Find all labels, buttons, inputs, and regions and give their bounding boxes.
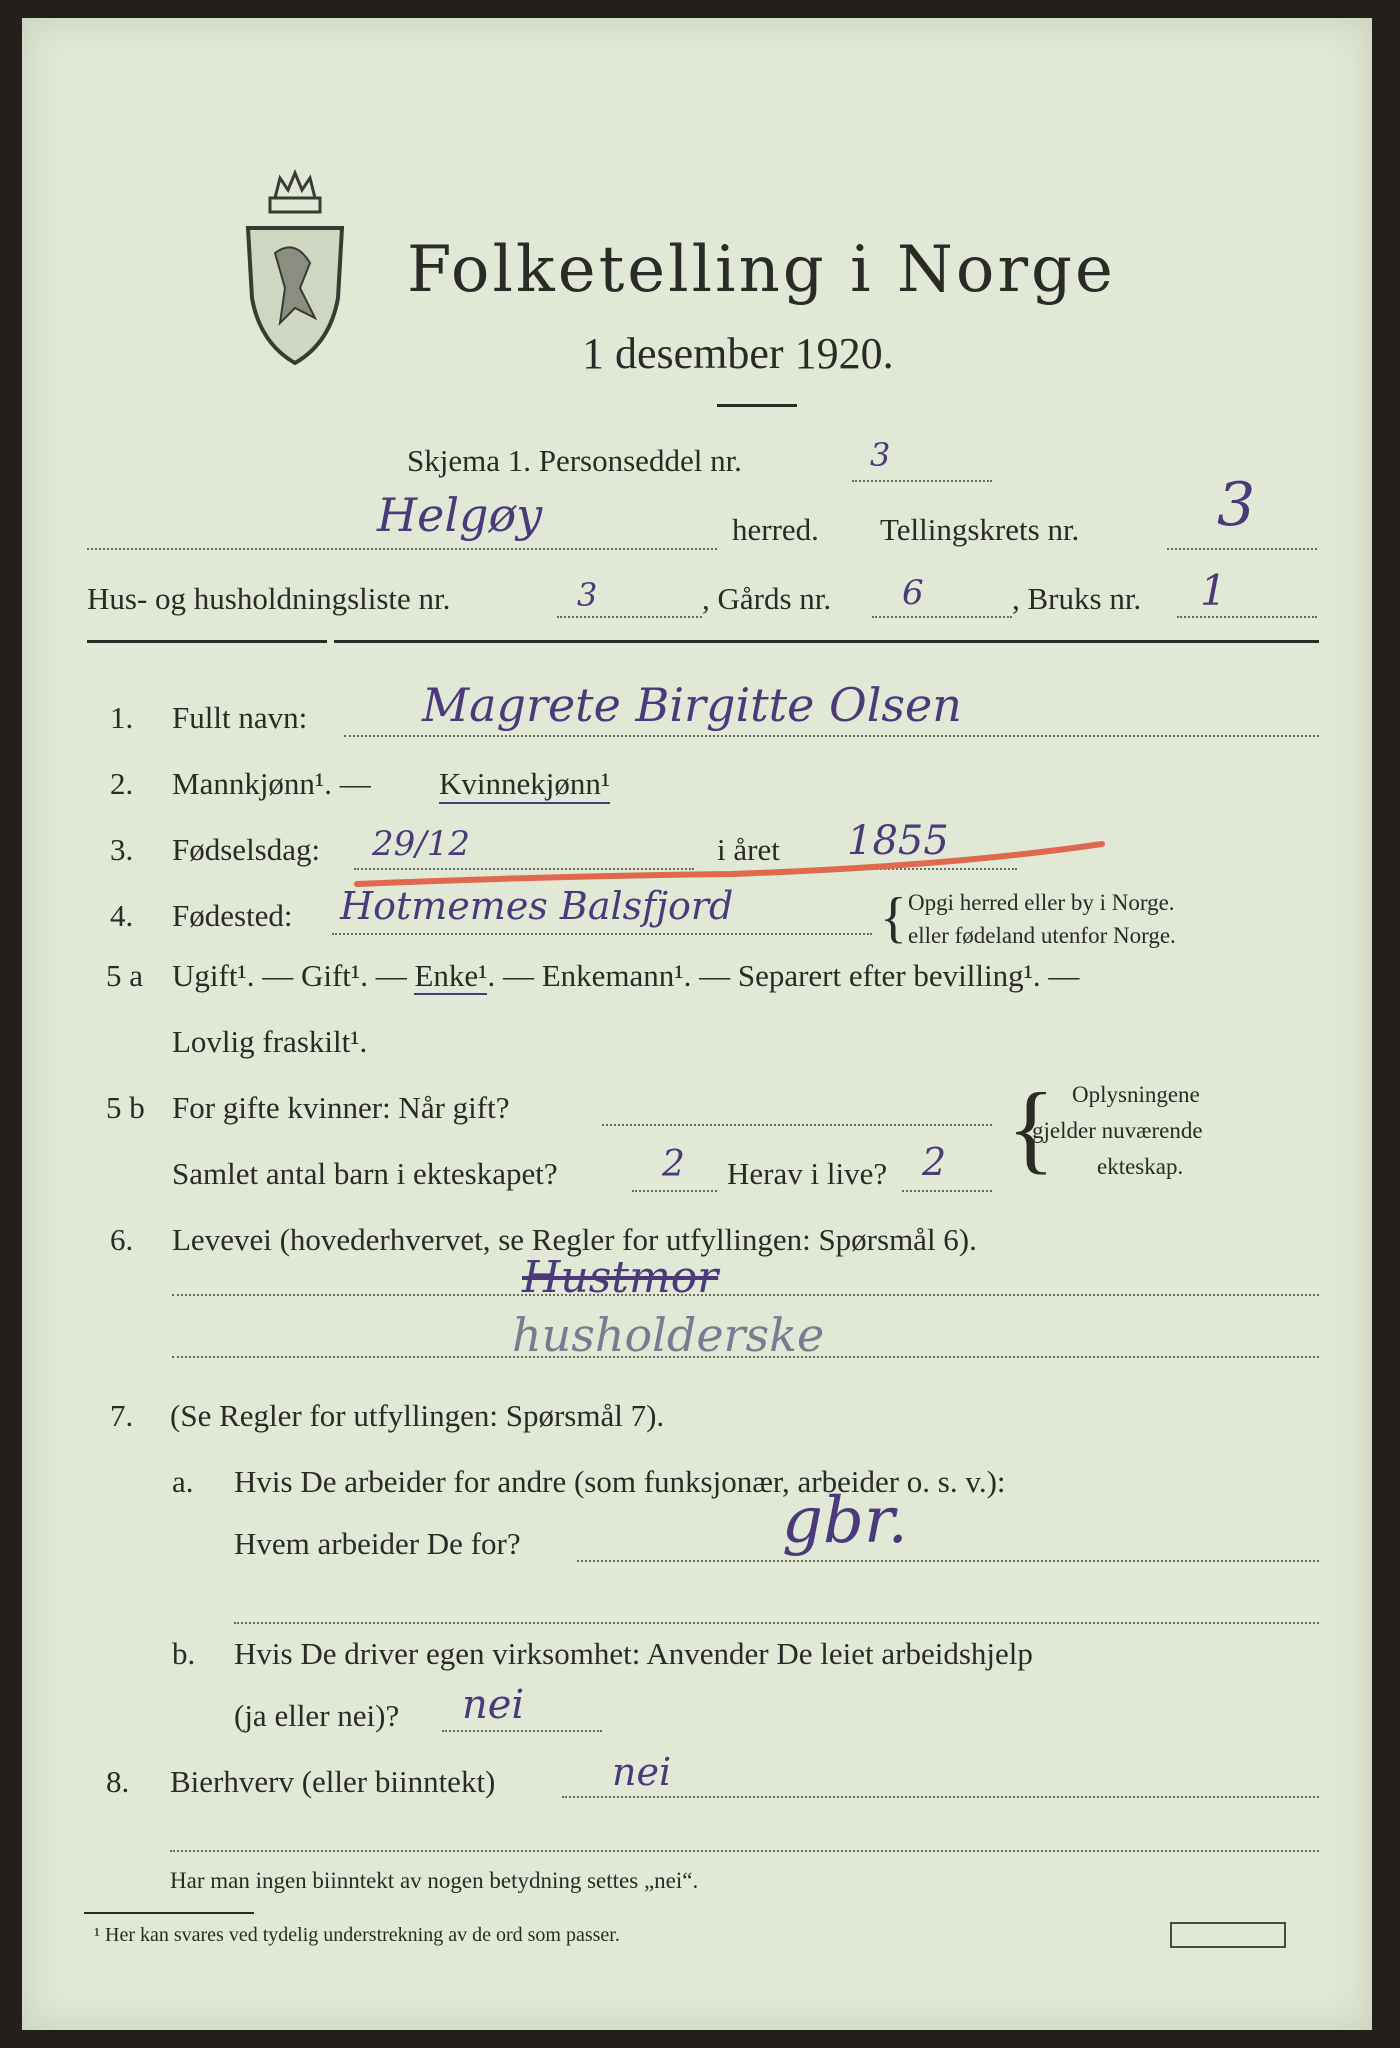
q4-number: 4. (110, 898, 134, 933)
q6-value-2: husholderske (512, 1308, 825, 1362)
q5b-line (602, 1124, 992, 1126)
q8-number: 8. (106, 1764, 130, 1799)
q6-line-1 (172, 1294, 1319, 1296)
q5b-note-1: Oplysningene (1072, 1082, 1200, 1107)
hus-line (557, 616, 702, 618)
q2-number: 2. (110, 766, 134, 801)
q6-value-1: Hustmor (522, 1252, 719, 1303)
q7a-number: a. (172, 1464, 194, 1499)
q8-value: nei (612, 1750, 672, 1794)
q4-brace: { (880, 887, 907, 949)
q5a-line1 (172, 958, 1079, 994)
q7b-number: b. (172, 1636, 196, 1671)
q8-line-1 (562, 1796, 1319, 1798)
q2-male: Mannkjønn¹. — (172, 766, 371, 801)
q5b-number: 5 b (106, 1090, 145, 1125)
bruks-value: 1 (1200, 566, 1227, 615)
q7a-label: Hvis De arbeider for andre (som funksjonær, arbeider o. s. v.): (234, 1464, 1006, 1499)
q5b-brace: { (1007, 1072, 1055, 1183)
q5a-line2: Lovlig fraskilt¹. (172, 1024, 368, 1059)
tellingskrets-line (1167, 548, 1317, 550)
skjema-label: Skjema 1. Personseddel nr. (407, 443, 742, 478)
q7a-line-1 (577, 1560, 1319, 1562)
q5b-barn-value: 2 (662, 1144, 685, 1185)
q5a-gift: Gift¹. — (300, 958, 407, 993)
q3-value: 29/12 (372, 824, 470, 864)
q4-line (332, 933, 872, 935)
q4-note-1: Opgi herred eller by i Norge. (908, 890, 1175, 915)
q1-label: Fullt navn: (172, 700, 308, 735)
q7-number: 7. (110, 1398, 134, 1433)
footnote-divider (84, 1912, 254, 1914)
q5b-note-2: gjelder nuværende (1032, 1118, 1203, 1143)
q5b-note-3: ekteskap. (1097, 1154, 1184, 1179)
q5a-enke: Enke¹ (414, 958, 488, 993)
q7a-value: gbr. (782, 1484, 908, 1558)
q3-label: Fødselsdag: (172, 832, 321, 867)
gards-label: , Gårds nr. (702, 581, 832, 616)
q6-label: Levevei (hovederhvervet, se Regler for utfyllingen: Spørsmål 6). (172, 1222, 977, 1257)
q5b-live-label: Herav i live? (727, 1156, 888, 1191)
q7-label: (Se Regler for utfyllingen: Spørsmål 7). (170, 1398, 665, 1433)
herred-line (87, 548, 717, 550)
q1-number: 1. (110, 700, 134, 735)
coat-of-arms-icon (240, 168, 350, 368)
herred-label: herred. (732, 512, 819, 547)
footnote: ¹ Her kan svares ved tydelig understrekning av de ord som passer. (94, 1924, 620, 1946)
q1-line (344, 735, 1319, 737)
q7b-line (442, 1730, 602, 1732)
hus-value: 3 (577, 576, 598, 614)
tellingskrets-value: 3 (1217, 470, 1256, 540)
q7b-value: nei (462, 1682, 525, 1728)
form-title: Folketelling i Norge (407, 233, 1116, 307)
q5a-rest: . — Enkemann¹. — Separert efter bevilling¹. — (487, 958, 1080, 993)
gards-value: 6 (902, 573, 924, 613)
form-date: 1 desember 1920. (582, 329, 894, 378)
skjema-value: 3 (870, 436, 891, 474)
header-divider-left (87, 640, 327, 643)
q4-label: Fødested: (172, 898, 293, 933)
bruks-line (1177, 616, 1317, 618)
q3-year-label: i året (717, 832, 780, 867)
q6-number: 6. (110, 1222, 134, 1257)
q8-line-2 (170, 1850, 1319, 1852)
q8-label: Bierhverv (eller biinntekt) (170, 1764, 496, 1799)
q3-number: 3. (110, 832, 134, 867)
q2-female: Kvinnekjønn¹ (439, 766, 610, 804)
q5b-live-line (902, 1190, 992, 1192)
q4-note-2: eller fødeland utenfor Norge. (908, 923, 1176, 948)
q7b-label: Hvis De driver egen virksomhet: Anvender De leiet arbeidshjelp (234, 1636, 1033, 1671)
q5a-number: 5 a (106, 958, 144, 993)
q4-value: Hotmemes Balsfjord (340, 884, 734, 928)
biinntekt-note: Har man ingen biinntekt av nogen betydning settes „nei“. (170, 1868, 699, 1893)
tellingskrets-label: Tellingskrets nr. (880, 512, 1080, 547)
herred-value: Helgøy (377, 488, 543, 542)
q5b-barn-line (632, 1190, 717, 1192)
header-divider-right (334, 640, 1319, 643)
skjema-line (852, 480, 992, 482)
q7b-question: (ja eller nei)? (234, 1698, 400, 1733)
q7a-who-label: Hvem arbeider De for? (234, 1526, 521, 1561)
q5b-barn-label: Samlet antal barn i ekteskapet? (172, 1156, 558, 1191)
q5b-live-value: 2 (922, 1140, 947, 1184)
title-divider (717, 404, 797, 407)
printer-stamp (1170, 1922, 1286, 1948)
gards-line (872, 616, 1012, 618)
bruks-label: , Bruks nr. (1012, 581, 1142, 616)
q7a-line-2 (234, 1622, 1319, 1624)
q1-value: Magrete Birgitte Olsen (422, 678, 962, 732)
q5a-ugift: Ugift¹. — (172, 958, 294, 993)
q5b-label: For gifte kvinner: Når gift? (172, 1090, 510, 1125)
hus-label: Hus- og husholdningsliste nr. (87, 581, 451, 616)
q3-year-value: 1855 (847, 818, 949, 864)
census-form (22, 18, 1372, 2030)
